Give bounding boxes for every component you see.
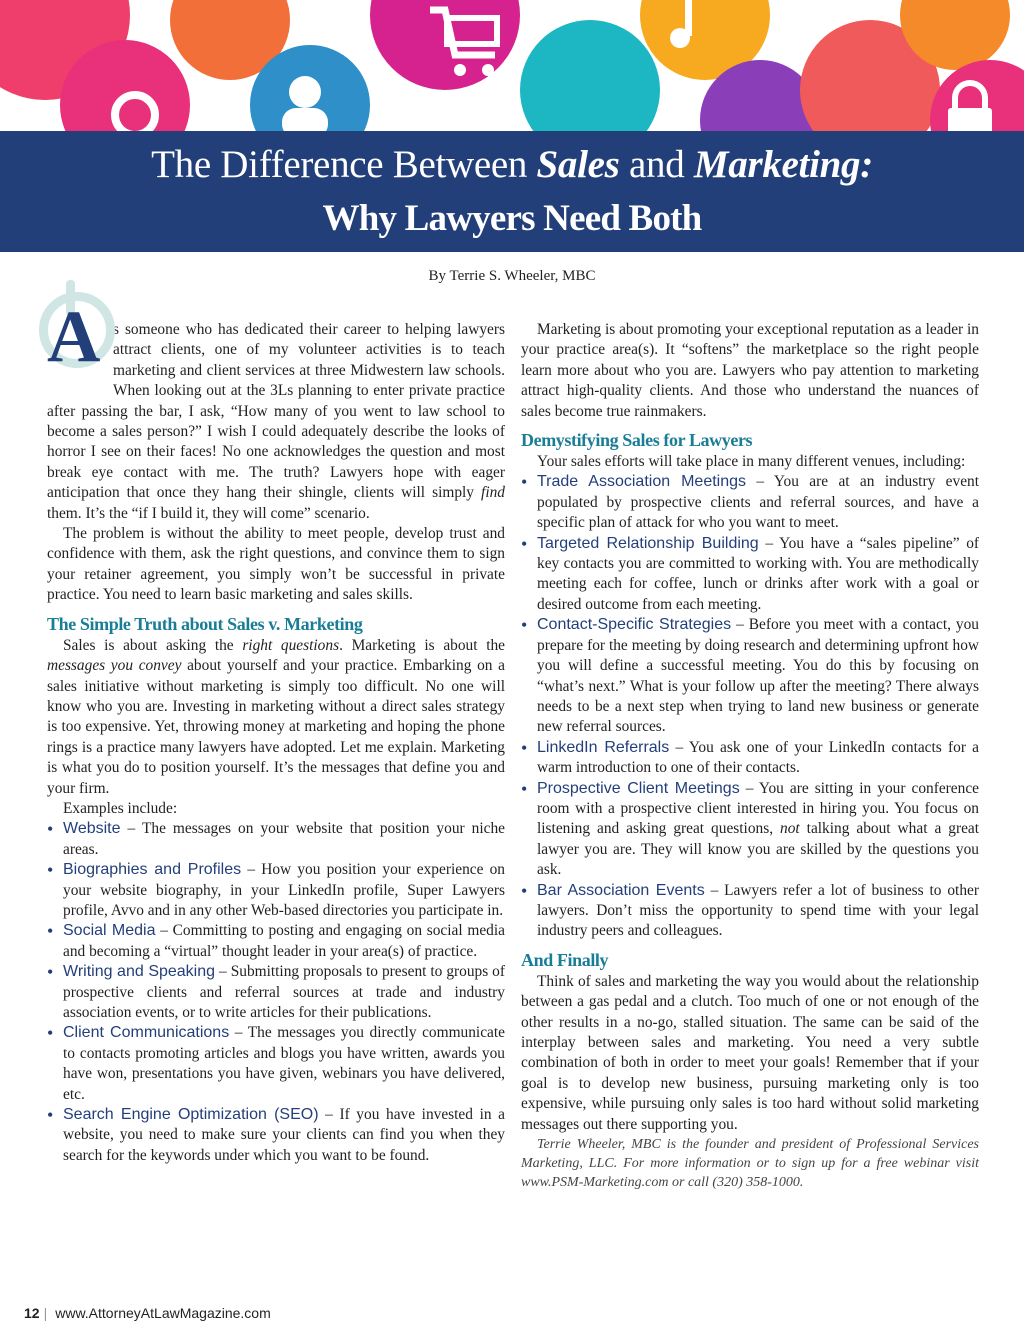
list-item: • Social Media – Committing to posting and engaging on social media and becoming a “virtual” thought leader in your area(s) of practice. <box>47 921 505 962</box>
list-item: • Website – The messages on your website that position your niche areas. <box>47 819 505 860</box>
body-paragraph: Marketing is about promoting your exceptional reputation as a leader in your practice area(s). It “softens” the marketplace so the right people learn more about who you are. Lawyers who pay attention to marketing attract high-quality clients. And those who understand the nuances of sales become true rainmakers. <box>521 321 979 420</box>
body-paragraph: Examples include: <box>63 799 178 817</box>
marketing-list <box>47 819 505 1166</box>
title-bar <box>0 131 1024 252</box>
list-item: • Biographies and Profiles – How you position your experience on your website biography, in your LinkedIn profile, Super Lawyers profile, Avvo and in any other Web-based directories you participate in. <box>47 860 505 921</box>
list-item: • Writing and Speaking – Submitting proposals to present to groups of prospective clients and referral sources at trade and industry association events, or to write articles for their publications. <box>47 962 505 1023</box>
section-heading: The Simple Truth about Sales v. Marketing <box>47 613 363 634</box>
music-note-icon <box>655 0 715 50</box>
list-item: • LinkedIn Referrals – You ask one of your LinkedIn contacts for a warm introduction to one of their contacts. <box>521 738 979 779</box>
list-item: • Trade Association Meetings – You are at an industry event populated by prospective clients and referral sources, and have a specific plan of attack for who you want to meet. <box>521 472 979 533</box>
list-item: • Contact-Specific Strategies – Before you meet with a contact, you prepare for the meeting by doing research and determining upfront how you will define a successful meeting. You do this by focusing on “what’s next.” What is your follow up after the meeting? There always needs to be a next step when trying to land new business or generate new referral sources. <box>521 615 979 737</box>
person-icon <box>270 70 340 133</box>
intro-paragraph: A s someone who has dedicated their career to helping lawyers attract clients, one of my volunteer activities is to teach marketing and client services at three Midwestern law schools. When looking out at the 3Ls planning to enter private practice after passing the bar, I ask, “How many of you went to law school to become a sales person?” I wish I could adequately describe the looks of horror I see on their faces! No one acknowledges the question and most break eye contact with me. The truth? Lawyers hope with eager anticipation that once they hang their shingle, clients will simply find them. It’s the “if I build it, they will come” scenario. <box>47 320 505 524</box>
body-paragraph: Think of sales and marketing the way you would about the relationship between a gas pedal and a clutch. Too much of one or not enough of the other results in a no-go, stalled situation. The same can be said of the interplay between sales and marketing. You need a very subtle combination of both in order to meet your goals! Remember that if your goal is to develop new business, pursuing marketing only is too expensive, while pursuing only sales is too hard without solid marketing messages out there supporting you. <box>521 972 979 1133</box>
left-column <box>47 296 506 1166</box>
list-item: • Client Communications – The messages you directly communicate to contacts promoting articles and blogs you have written, awards you have won, presentations you have given, webinars you have delivered, etc. <box>47 1023 505 1105</box>
byline: By Terrie S. Wheeler, MBC <box>428 268 596 284</box>
banner-graphic <box>0 0 1024 133</box>
magnifier-icon <box>100 80 170 133</box>
author-bio: Terrie Wheeler, MBC is the founder and president of Professional Services Marketing, LLC. For more information or to sign up for a free webinar visit www.PSM-Marketing.com or call (320) 358-1000. <box>521 1137 979 1191</box>
body-paragraph: Your sales efforts will take place in many different venues, including: <box>537 453 966 471</box>
magazine-url: www.AttorneyAtLawMagazine.com <box>55 1305 271 1321</box>
cart-icon <box>425 0 505 85</box>
article-subtitle: Why Lawyers Need Both <box>322 198 702 239</box>
body-paragraph: The problem is without the ability to meet people, develop trust and confidence with them, ask the right questions, and convince them to sign your retainer agreement, you simply won’t be successful in private practice. You need to learn basic marketing and sales skills. <box>47 525 505 604</box>
page-number: 12 <box>24 1305 40 1321</box>
list-item: • Prospective Client Meetings – You are sitting in your conference room with a prospective client interested in hiring you. You focus on listening and asking great questions, not talking about what a great lawyer you are. They will know you are skilled by the questions you ask. <box>521 779 979 881</box>
body-paragraph: Sales is about asking the right questions. Marketing is about the messages you convey about yourself and your practice. Embarking on a sales initiative without marketing is simply too difficult. No one will know who you are. Investing in marketing without a direct sales strategy is too expensive. Yet, throwing money at marketing and hoping the phone rings is a practice many lawyers have adopted. Let me explain. Marketing is what you do to position yourself. It’s the messages that define you and your firm. <box>47 636 505 797</box>
lock-icon <box>940 80 1000 133</box>
page-footer: 12 | www.AttorneyAtLawMagazine.com <box>24 1305 271 1321</box>
section-heading: And Finally <box>521 949 609 970</box>
article-title: The Difference Between Sales and Marketing: <box>151 143 873 186</box>
right-column <box>521 320 979 1192</box>
sales-list <box>521 472 979 941</box>
drop-cap: A <box>39 320 109 386</box>
list-item: • Bar Association Events – Lawyers refer a lot of business to other lawyers. Don’t miss the opportunity to spend time with your legal industry peers and colleagues. <box>521 881 979 942</box>
list-item: • Targeted Relationship Building – You have a “sales pipeline” of key contacts you are committed to working with. You are methodically meeting each for coffee, lunch or drinks after work with a goal or desired outcome from each meeting. <box>521 534 979 616</box>
list-item: • Search Engine Optimization (SEO) – If you have invested in a website, you need to make sure your clients can find you when they search for the keywords under which you want to be found. <box>47 1105 505 1166</box>
section-heading: Demystifying Sales for Lawyers <box>521 430 753 451</box>
